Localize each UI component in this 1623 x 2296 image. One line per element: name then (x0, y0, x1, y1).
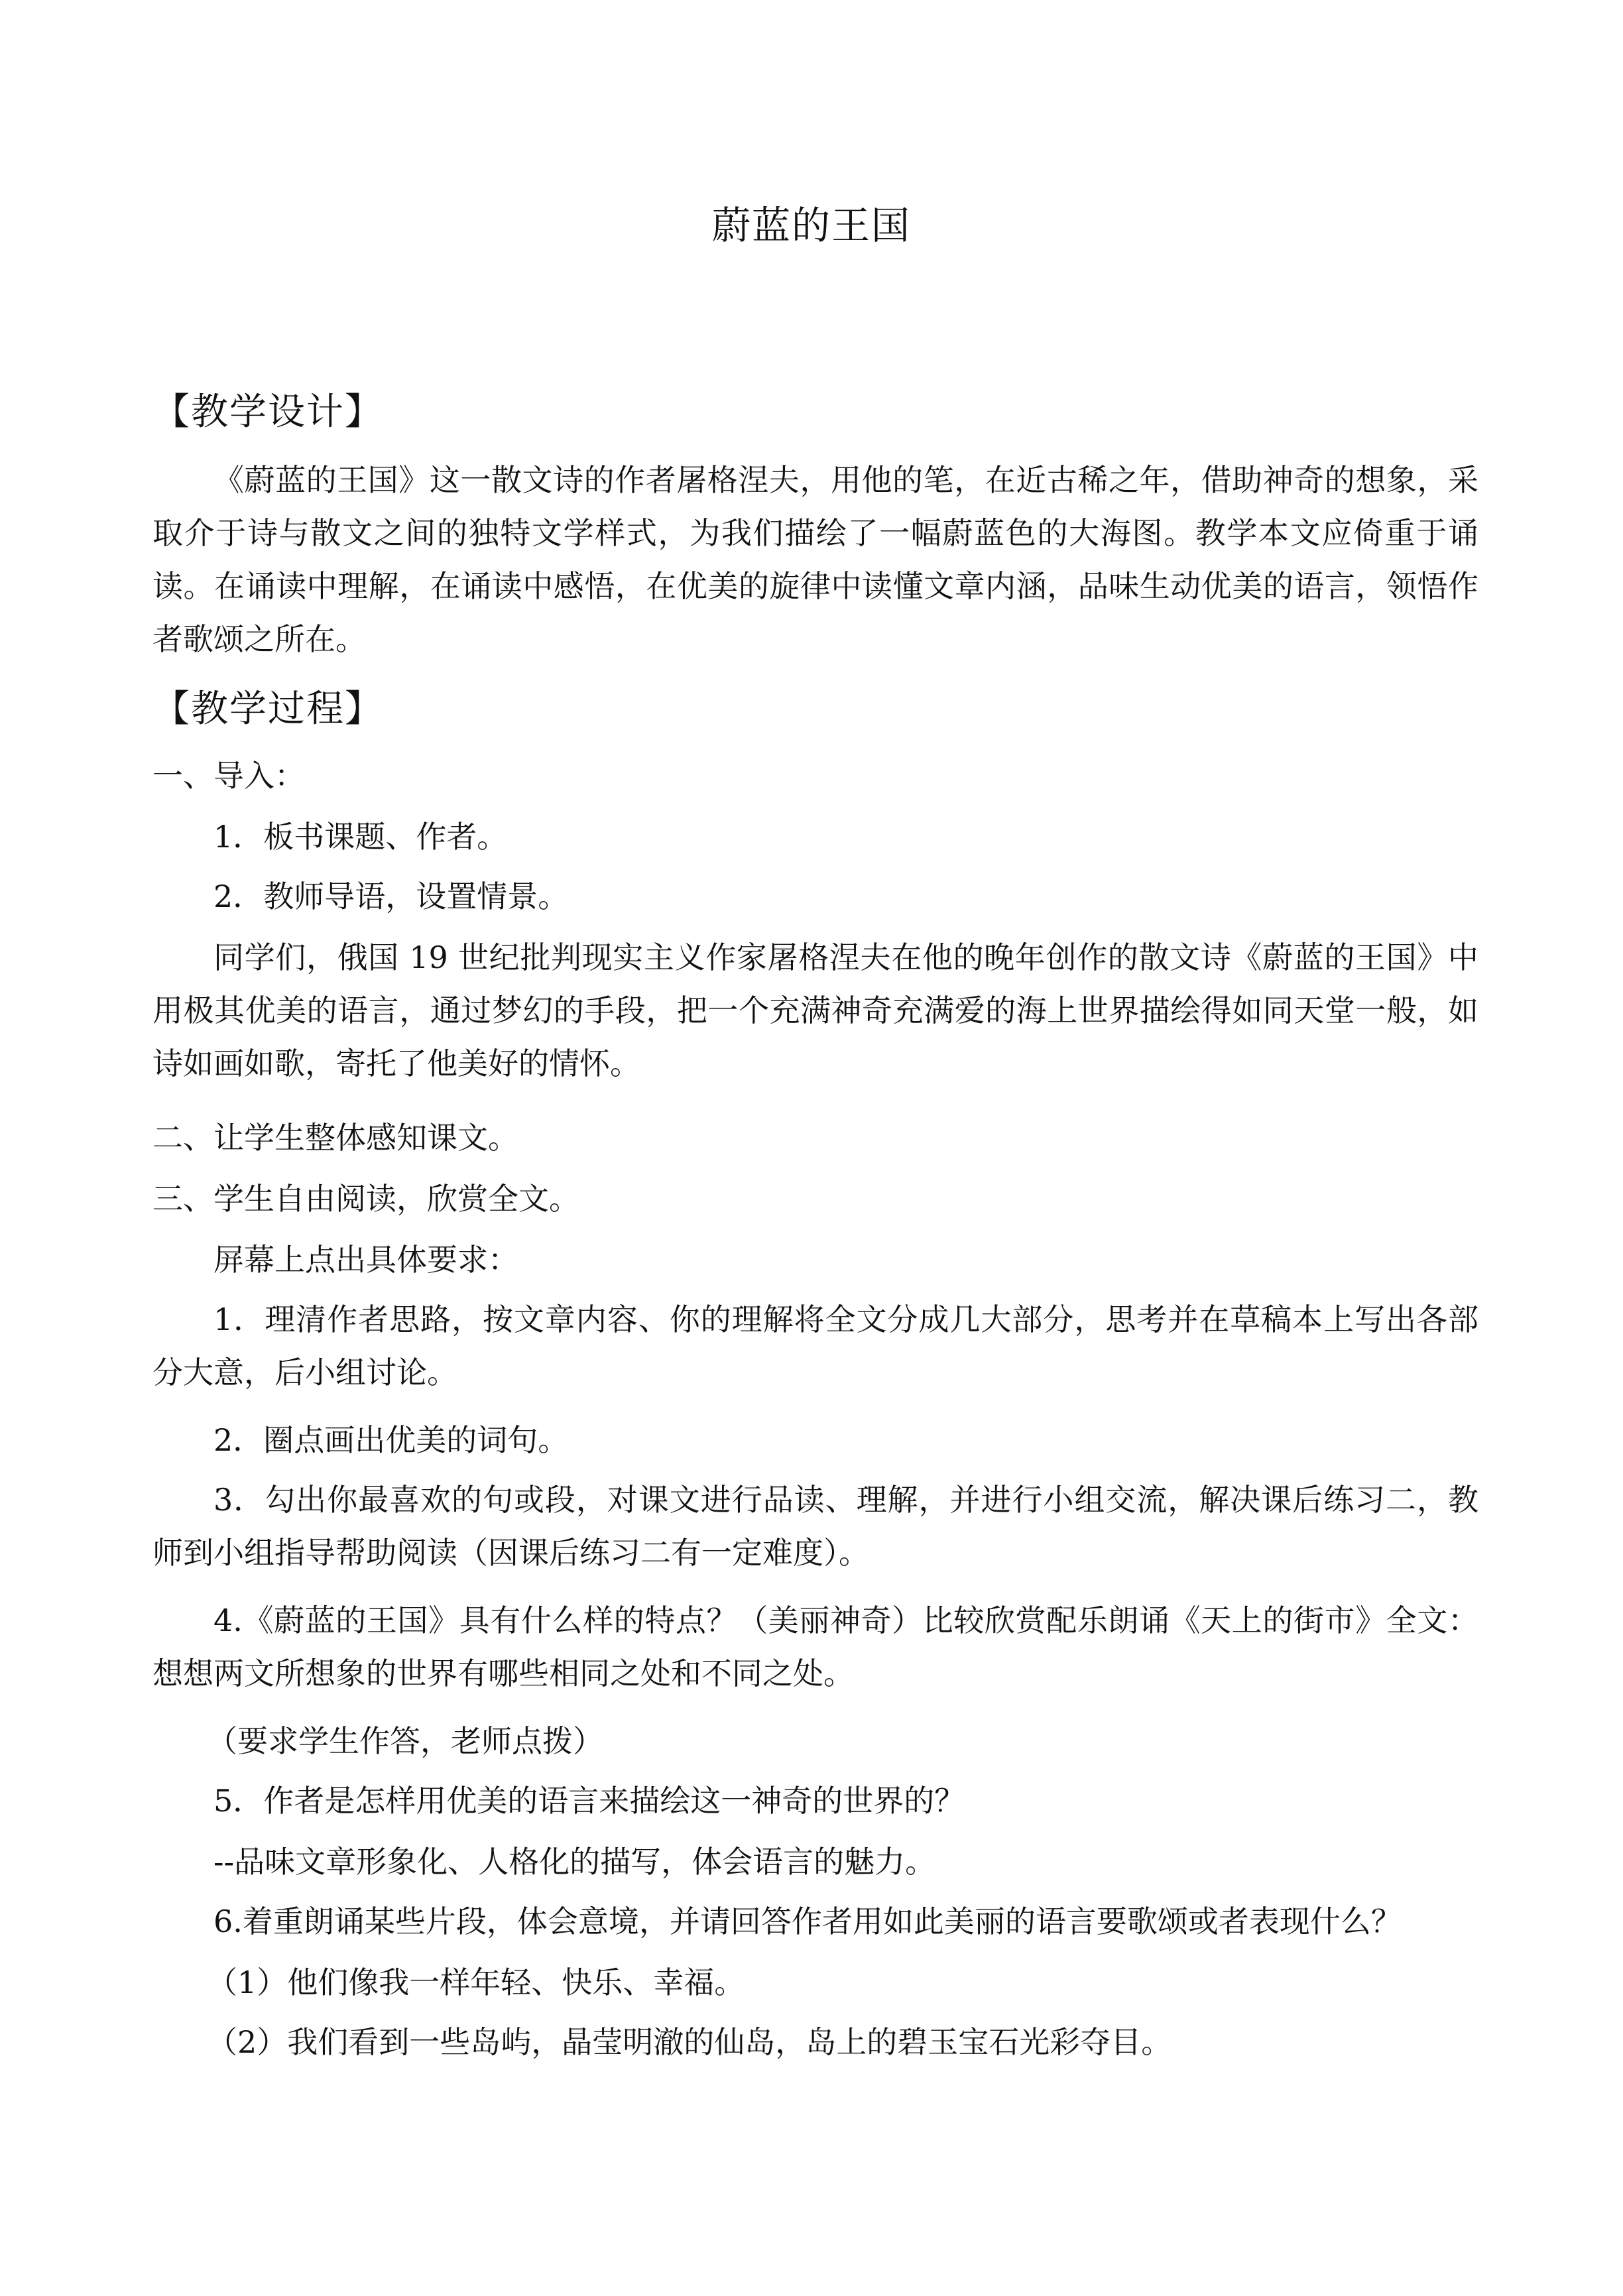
step-1-paragraph: 同学们，俄国 19 世纪批判现实主义作家屠格涅夫在他的晚年创作的散文诗《蔚蓝的王国》中用极其优美的语言，通过梦幻的手段，把一个充满神奇充满爱的海上世界描绘得如同天堂一般，如诗如画如歌，寄托了他美好的情怀。 (152, 939, 1478, 1081)
requirement-1: 1．理清作者思路，按文章内容、你的理解将全文分成几大部分，思考并在草稿本上写出各部分大意，后小组讨论。 (152, 1301, 1478, 1390)
requirement-6-item-2: （2）我们看到一些岛屿，晶莹明澈的仙岛，岛上的碧玉宝石光彩夺目。 (207, 2024, 1172, 2060)
step-2: 二、让学生整体感知课文。 (152, 1120, 518, 1156)
page-title: 蔚蓝的王国 (711, 203, 911, 248)
step-3-intro: 屏幕上点出具体要求： (213, 1242, 518, 1278)
requirement-6-item-1: （1）他们像我一样年轻、快乐、幸福。 (207, 1964, 745, 2000)
step-3: 三、学生自由阅读，欣赏全文。 (152, 1181, 579, 1217)
requirement-5: 5．作者是怎样用优美的语言来描绘这一神奇的世界的？ (213, 1783, 965, 1819)
step-1-item-1: 1．板书课题、作者。 (213, 819, 508, 855)
requirement-3: 3．勾出你最喜欢的句或段，对课文进行品读、理解，并进行小组交流，解决课后练习二，教师到小组指导帮助阅读（因课后练习二有一定难度）。 (152, 1482, 1478, 1571)
requirement-6: 6.着重朗诵某些片段，体会意境，并请回答作者用如此美丽的语言要歌颂或者表现什么？ (213, 1903, 1402, 1939)
teaching-design-paragraph: 《蔚蓝的王国》这一散文诗的作者屠格涅夫，用他的笔，在近古稀之年，借助神奇的想象，采取介于诗与散文之间的独特文学样式，为我们描绘了一幅蔚蓝色的大海图。教学本文应倚重于诵读。在诵读中理解，在诵读中感悟，在优美的旋律中读懂文章内涵，品味生动优美的语言，领悟作者歌颂之所在。 (152, 462, 1478, 657)
teaching-design-heading: 【教学设计】 (152, 391, 383, 434)
teaching-process-heading: 【教学过程】 (152, 688, 383, 731)
requirement-4: 4.《蔚蓝的王国》具有什么样的特点？（美丽神奇）比较欣赏配乐朗诵《天上的街市》全文：想想两文所想象的世界有哪些相同之处和不同之处。 (152, 1602, 1478, 1691)
requirement-4-note: （要求学生作答，老师点拨） (207, 1723, 603, 1759)
requirement-5-note: --品味文章形象化、人格化的描写，体会语言的魅力。 (213, 1844, 936, 1880)
requirement-2: 2．圈点画出优美的词句。 (213, 1422, 569, 1458)
step-1-item-2: 2．教师导语，设置情景。 (213, 878, 569, 914)
step-1-intro: 一、导入： (152, 758, 305, 794)
